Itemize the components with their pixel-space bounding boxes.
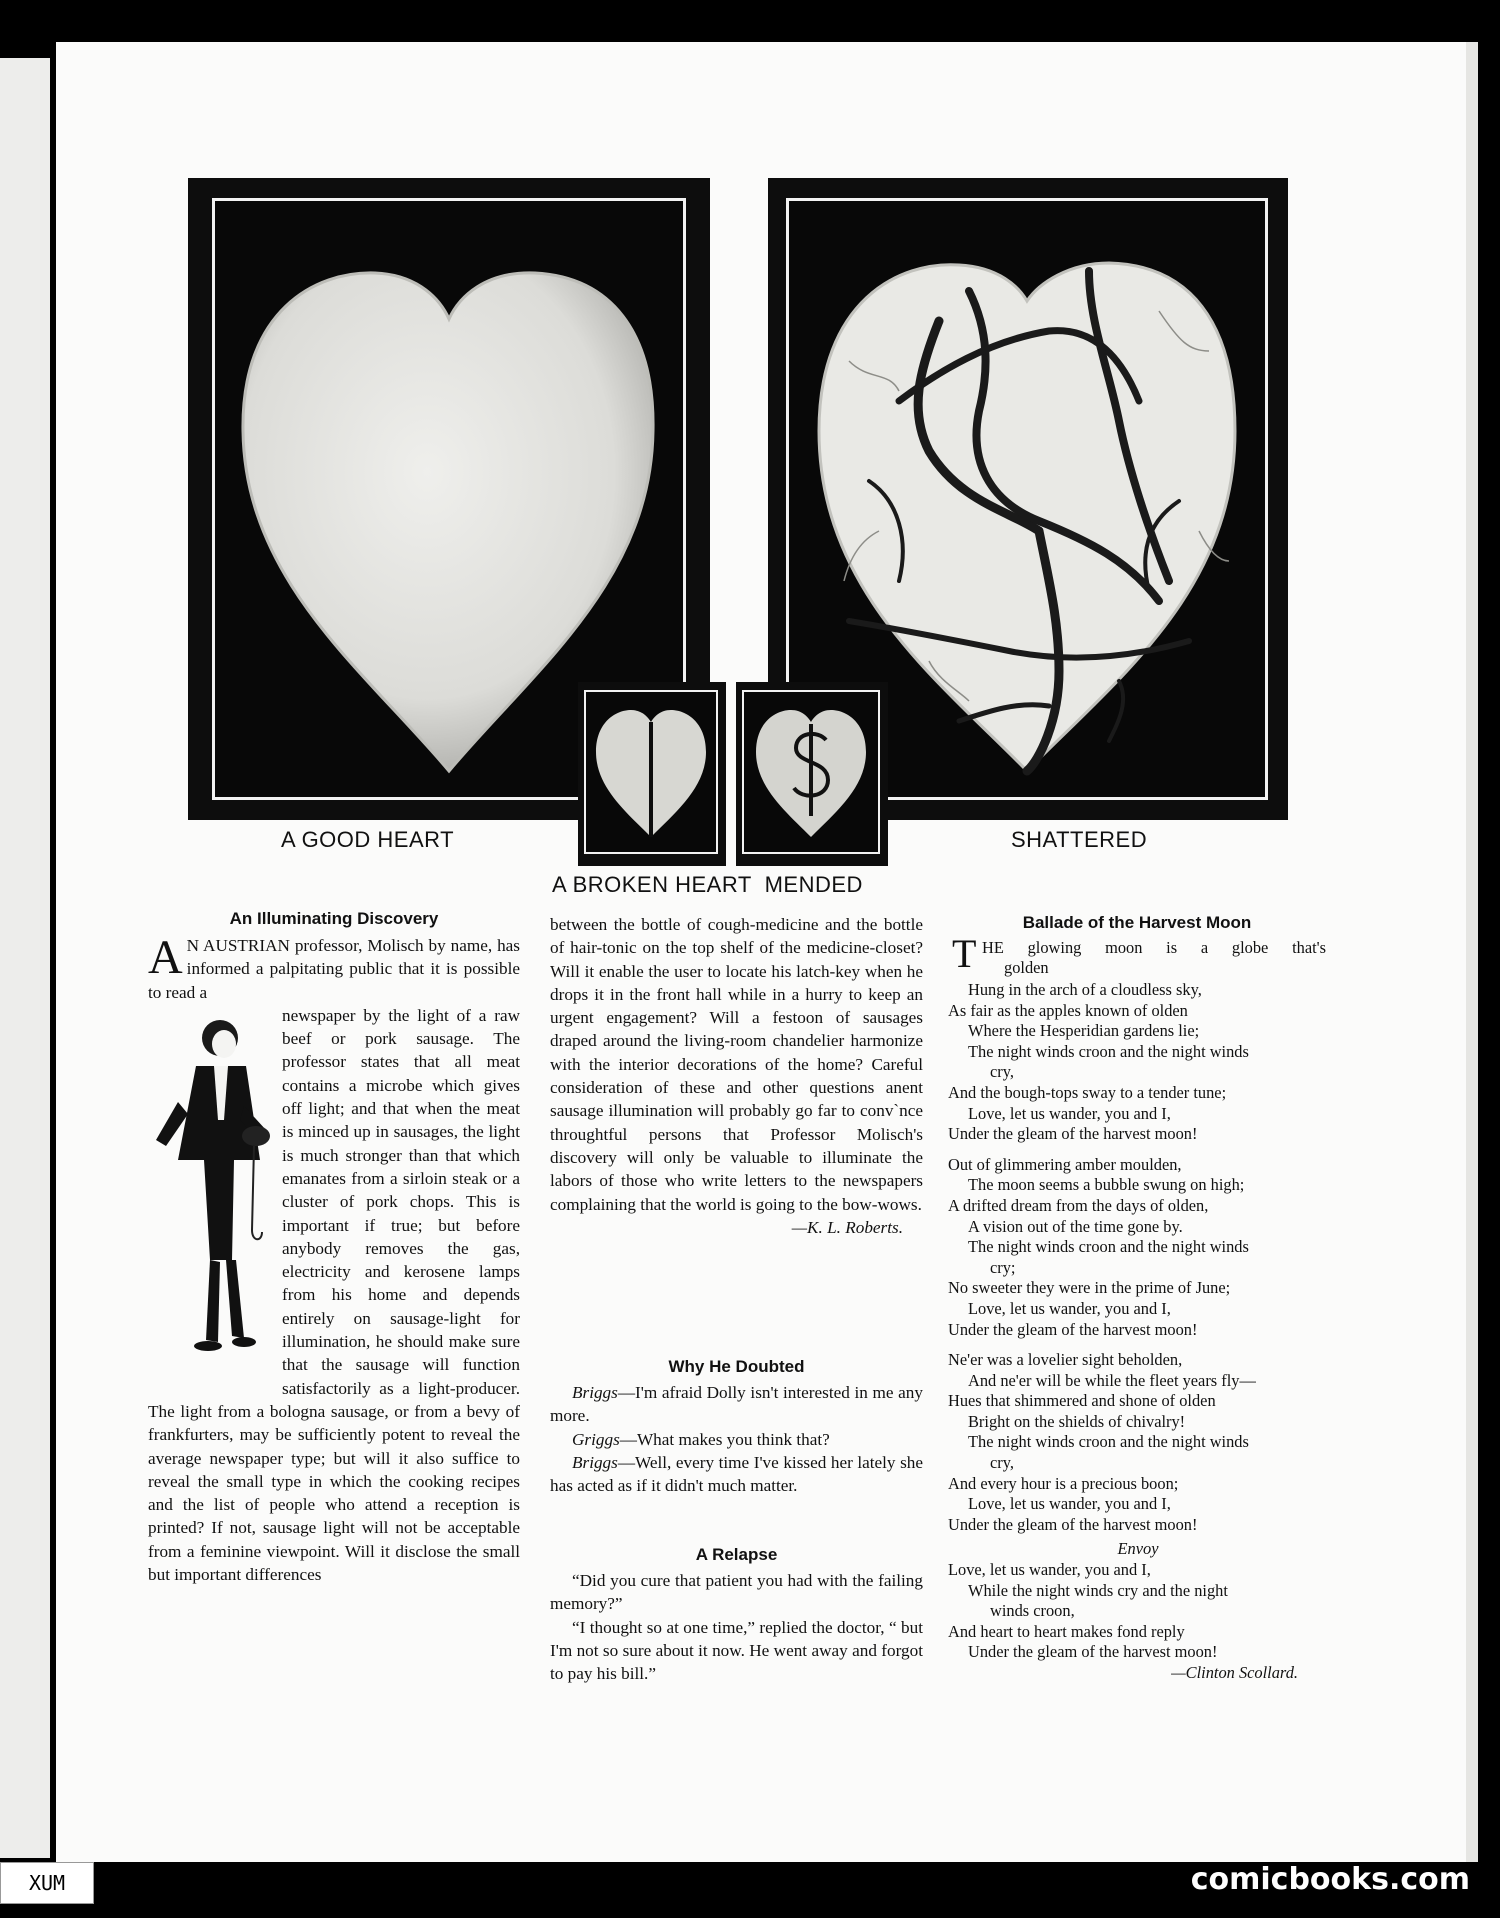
page-edge: [1466, 42, 1478, 1862]
shattered-caption: SHATTERED: [1011, 827, 1148, 852]
poem-author: —Clinton Scollard.: [1171, 1663, 1298, 1682]
envoy-title: Envoy: [1117, 1539, 1159, 1559]
relapse-body: “Did you cure that patient you had with the failing memory?” “I thought so at one time,” replied the doctor, “ but I'm not so sure about it now. He went away and forgot to pay his bill.”: [550, 1571, 923, 1684]
broken-heart-photo: [578, 682, 726, 866]
why-he-doubted-body: Briggs—I'm afraid Dolly isn't interested in me any more. Griggs—What makes you think that? Briggs—Well, every time I've kissed her lately she has acted as if it didn't much matter.: [550, 1383, 923, 1496]
poem-body: T HE glowing moon is a globe that's golden Hung in the arch of a cloudless sky, As fair as the apples known of olden Where the Hesperidian gardens lie; The night winds croon and the night winds cry, And the bough-tops sway to a tender tune; Love, let us wander, you and I, Under the gleam of the harvest moon! Out of glimmering amber moulden, The moon seems a bubble swung on high; A drifted dream from the days of olden, A vision out of the time gone by. The night winds croon and the night winds cry; No sweeter they were in the prime of June; Love, let us wander, you and I, Under the gleam of the harvest moon! Ne'er was a lovelier sight beholden, And ne'er will be while the fleet years fly— Hues that shimmered and shone of olden Bright on the shields of chivalry! The night winds croon and the night winds cry, And every hour is a precious boon; Love, let us wander, you and I, Under the gleam of the harvest moon! Envoy Love, let us wander, you and I, While the night winds cry and the night winds croon, And heart to heart makes fond reply Under the gleam of the harvest moon! —Clinton Scollard.: [948, 931, 1326, 1682]
article-column-1: [148, 931, 520, 1586]
article-lead: A N AUSTRIAN professor, Molisch by name, has informed a palpitating public that it is possible to read a: [148, 931, 520, 1002]
broken-mended-caption: A BROKEN HEART MENDED: [552, 872, 863, 897]
why-he-doubted-title: Why He Doubted: [668, 1357, 805, 1376]
article-body: newspaper by the light of a raw beef or pork sausage. The professor states that all meat contains a microbe which gives off light; and that when the meat is minced up in sausages, the light is much stronger than that which emanates from a sirloin steak or a cluster of pork chops. This is important if true; but before anybody removes the gas, electricity and kerosene lamps from his home and depends entirely on sausage-light for illumination, he should make sure that the sausage will function satisfactorily as a light-producer. The light from a bologna sausage, or from a bevy of frankfurters, may be sufficiently potent to reveal the average newspaper type; but will it also suffice to reveal the small type in which the cooking recipes and the list of people who attend a reception is printed? If not, sausage light will not be acceptable from a feminine viewpoint. Will it disclose the small but important differences: [148, 1005, 520, 1585]
good-heart-caption: A GOOD HEART: [281, 827, 455, 852]
article-column-2: [550, 913, 923, 1239]
article-continued: between the bottle of cough-medicine and the bottle of hair-tonic on the top shelf of the medicine-closet? Will it enable the user to locate his latch-key when he drops it in the front hall while in a hurry to keep an urgent engagement? Will a festoon of sausages draped around the living-room chandelier harmonize with the interior decorations of the home? Careful consideration of these and other questions anent sausage illumination will probably go far to conv`nce throughtful persons that Professor Molisch's discovery will only be valuable to illuminate the labors of those who write letters to the newspapers complaining that the world is going to the bow-wows.: [550, 915, 923, 1214]
scanner-tag: XUM: [0, 1862, 94, 1904]
mended-heart-photo: [736, 682, 888, 866]
article-title: An Illuminating Discovery: [229, 909, 439, 928]
article-author: —K. L. Roberts.: [791, 1217, 903, 1237]
relapse-title: A Relapse: [695, 1545, 778, 1564]
site-watermark: comicbooks.com: [1190, 1862, 1470, 1897]
dollar-heart-icon: [744, 692, 878, 852]
gentleman-illustration: [148, 1010, 278, 1378]
poem-drop-cap: T: [952, 931, 977, 976]
drop-cap: A: [148, 931, 183, 984]
poem-title: Ballade of the Harvest Moon: [1022, 913, 1252, 932]
split-heart-icon: [586, 692, 716, 852]
previous-page-edge: [0, 58, 50, 1858]
